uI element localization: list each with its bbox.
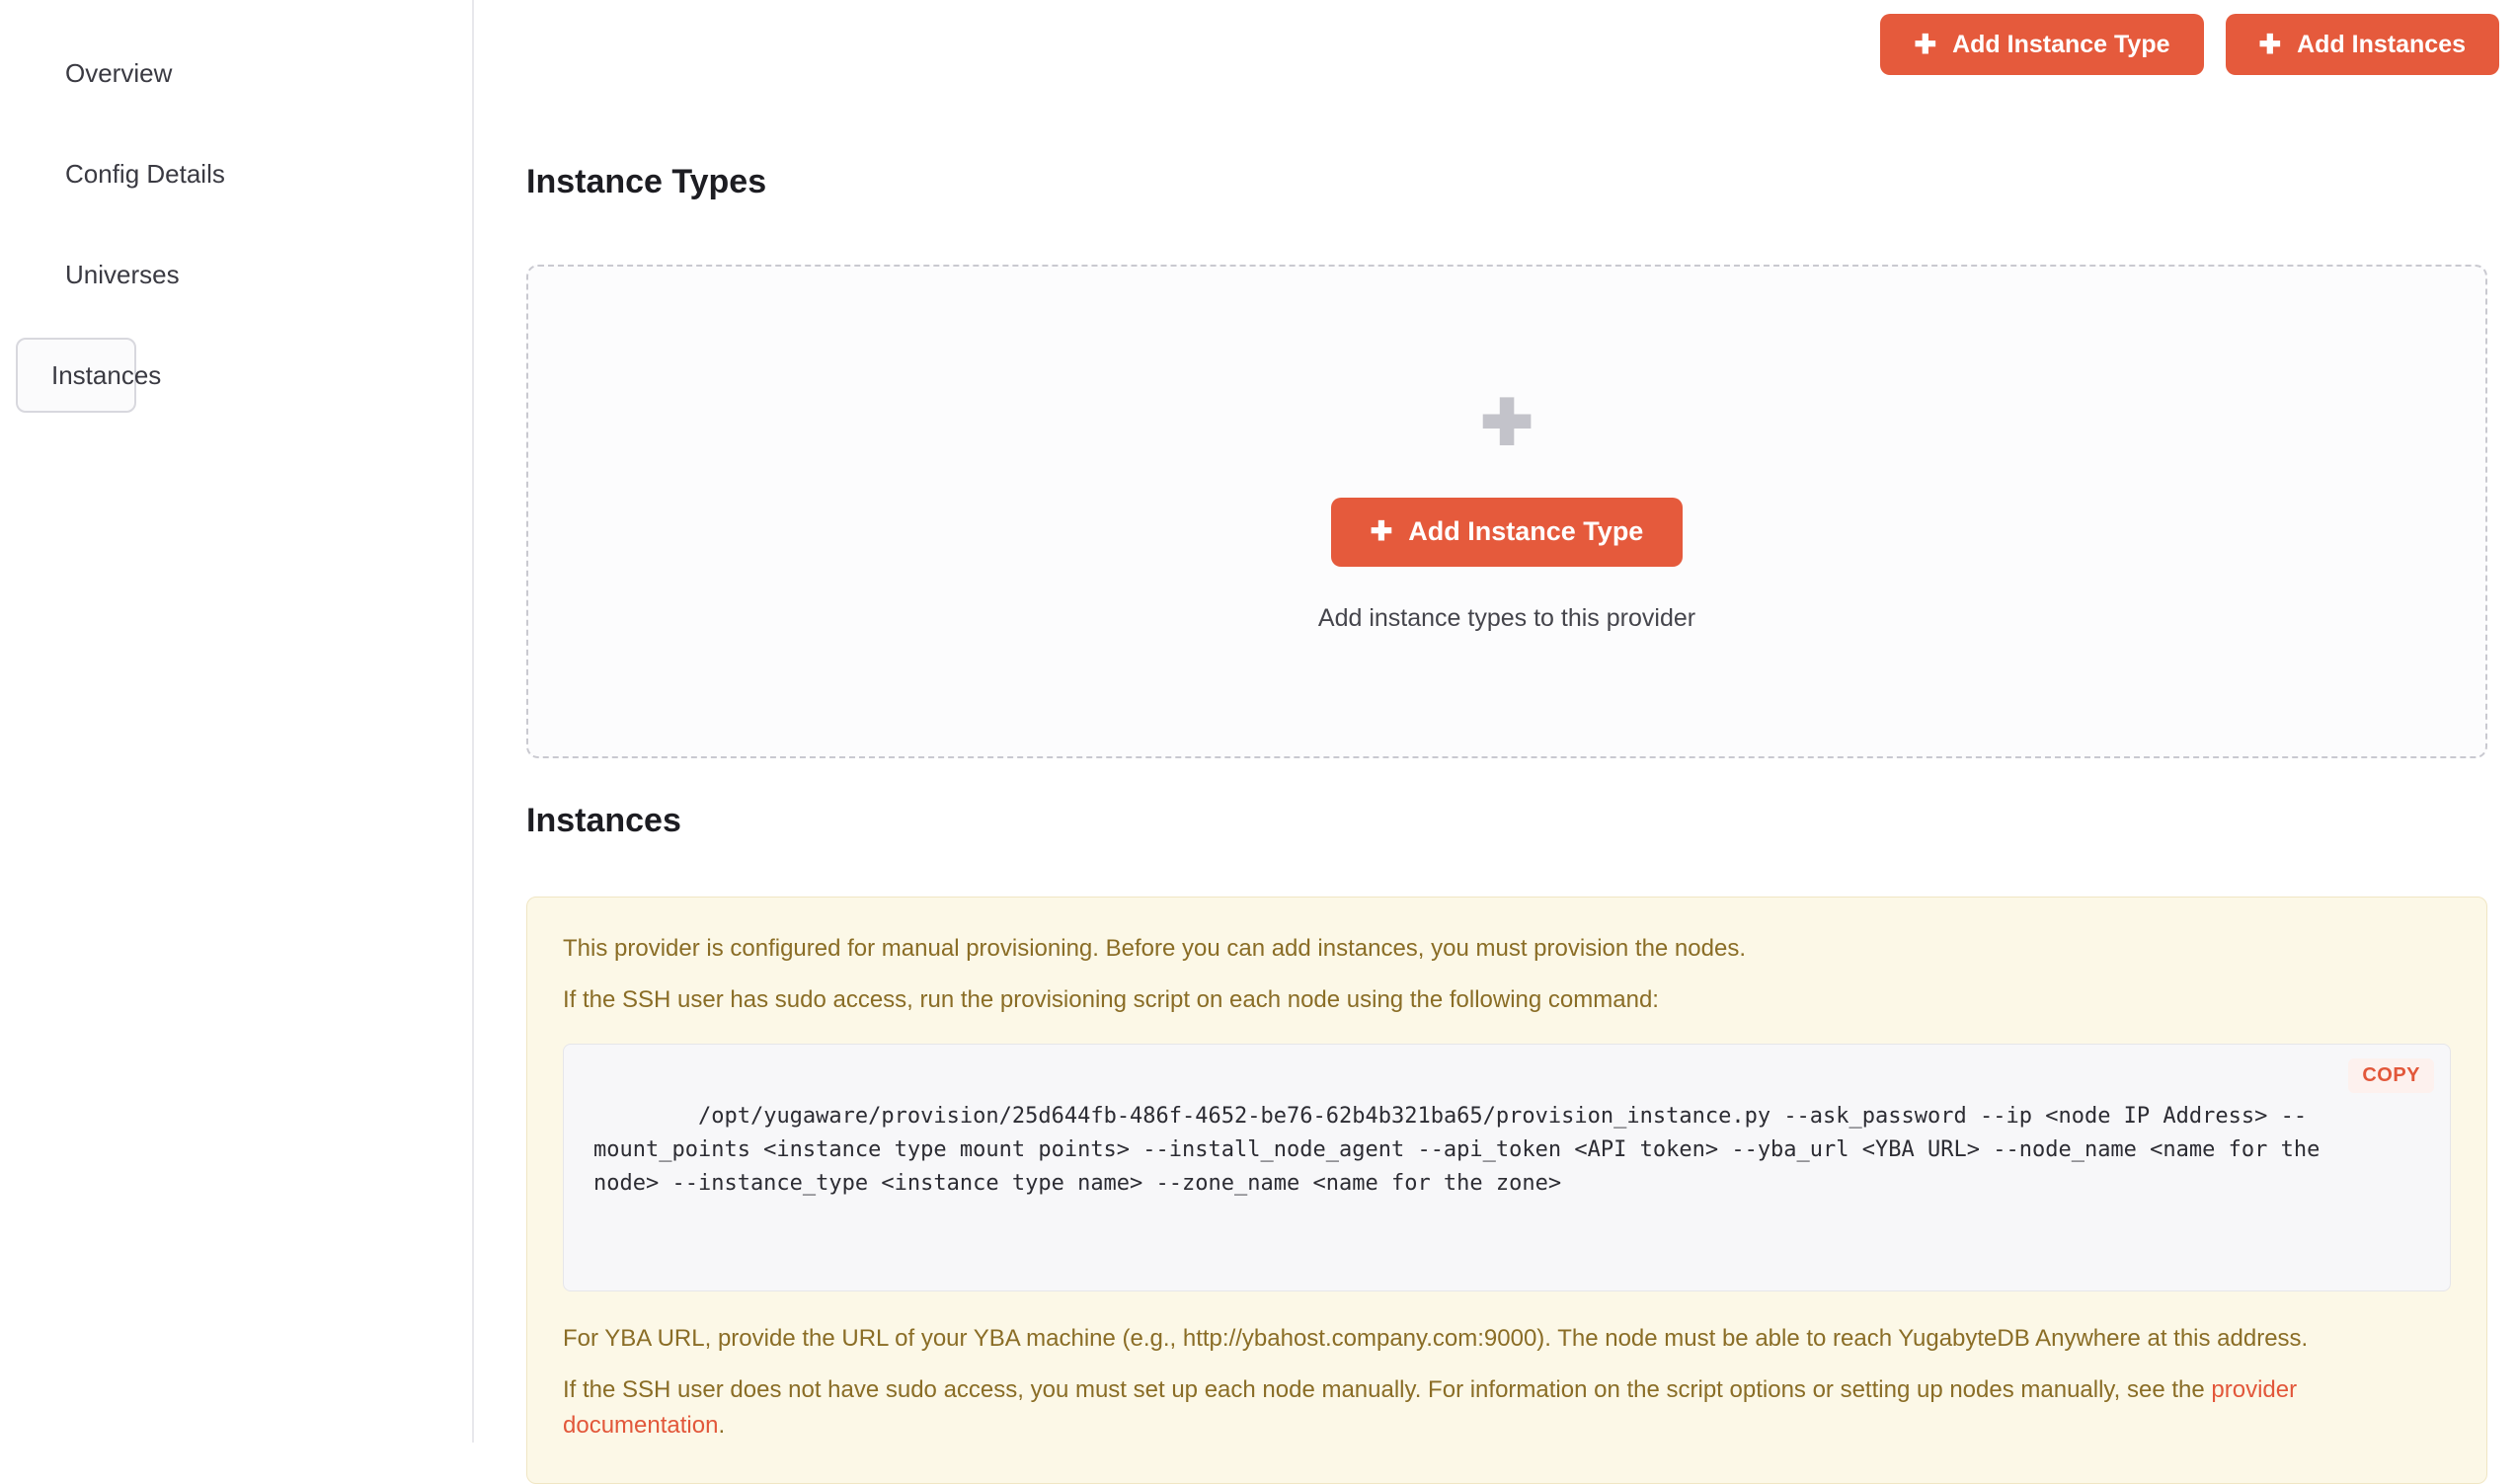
add-instances-button-label: Add Instances (2297, 30, 2466, 58)
sidebar-item-instances[interactable] (16, 338, 162, 413)
add-instance-type-button-label: Add Instance Type (1952, 30, 2170, 58)
sidebar-item-label: Universes (65, 259, 180, 289)
sidebar-item-label: Config Details (65, 158, 225, 189)
manual-provisioning-notice (526, 897, 2487, 1484)
sidebar-item-label: Overview (65, 57, 173, 88)
plus-icon: ✚ (2258, 29, 2282, 59)
sidebar-item-config-details[interactable] (16, 136, 456, 211)
plus-icon: ✚ (1370, 516, 1393, 546)
toolbar (1880, 14, 2499, 75)
notice-line-1: This provider is configured for manual provisioning. Before you can add instances, you must provision the nodes. (563, 935, 1746, 962)
plus-icon: ✚ (1480, 386, 1534, 458)
instance-types-heading: Instance Types (526, 163, 767, 200)
empty-add-instance-type-button[interactable] (1331, 498, 1684, 567)
plus-icon: ✚ (1914, 29, 1937, 59)
sidebar (0, 0, 474, 1443)
notice-line-4 (563, 1372, 2451, 1444)
sidebar-item-label: Instances (51, 359, 162, 390)
provision-command-text: /opt/yugaware/provision/25d644fb-486f-4652-be76-62b4b321ba65/provision_instance.py --ask_password --ip <node IP Address> --mount_points <instance type mount points> --install_node_agent --api_token <API token> --yba_url <YBA URL> --node_name <name for the node> --instance_type <instance type name> --zone_name <name for the zone> (593, 1104, 2333, 1197)
instances-heading: Instances (526, 802, 681, 839)
main-content (474, 0, 2517, 1443)
notice-line-4-text: If the SSH user does not have sudo access, you must set up each node manually. For information on the script options or setting up nodes manually, see the (563, 1375, 2205, 1403)
notice-line-3: For YBA URL, provide the URL of your YBA machine (e.g., http://ybahost.company.com:9000). The node must be able to reach YugabyteDB Anywhere at this address. (563, 1324, 2309, 1352)
instance-types-empty-state (526, 265, 2487, 758)
notice-line-2: If the SSH user has sudo access, run the provisioning script on each node using the following command: (563, 986, 1659, 1013)
notice-line-4-period: . (718, 1411, 726, 1439)
sidebar-item-overview[interactable] (16, 36, 456, 111)
add-instance-type-button[interactable] (1880, 14, 2203, 75)
add-instances-button[interactable] (2226, 14, 2500, 75)
empty-add-instance-type-button-label: Add Instance Type (1408, 516, 1644, 546)
copy-button[interactable]: COPY (2348, 1058, 2434, 1093)
provision-command-block (563, 1044, 2451, 1291)
sidebar-item-universes[interactable] (16, 237, 456, 312)
instance-types-empty-hint: Add instance types to this provider (1317, 603, 1696, 632)
provider-documentation-link[interactable]: provider documentation (563, 1375, 2298, 1439)
